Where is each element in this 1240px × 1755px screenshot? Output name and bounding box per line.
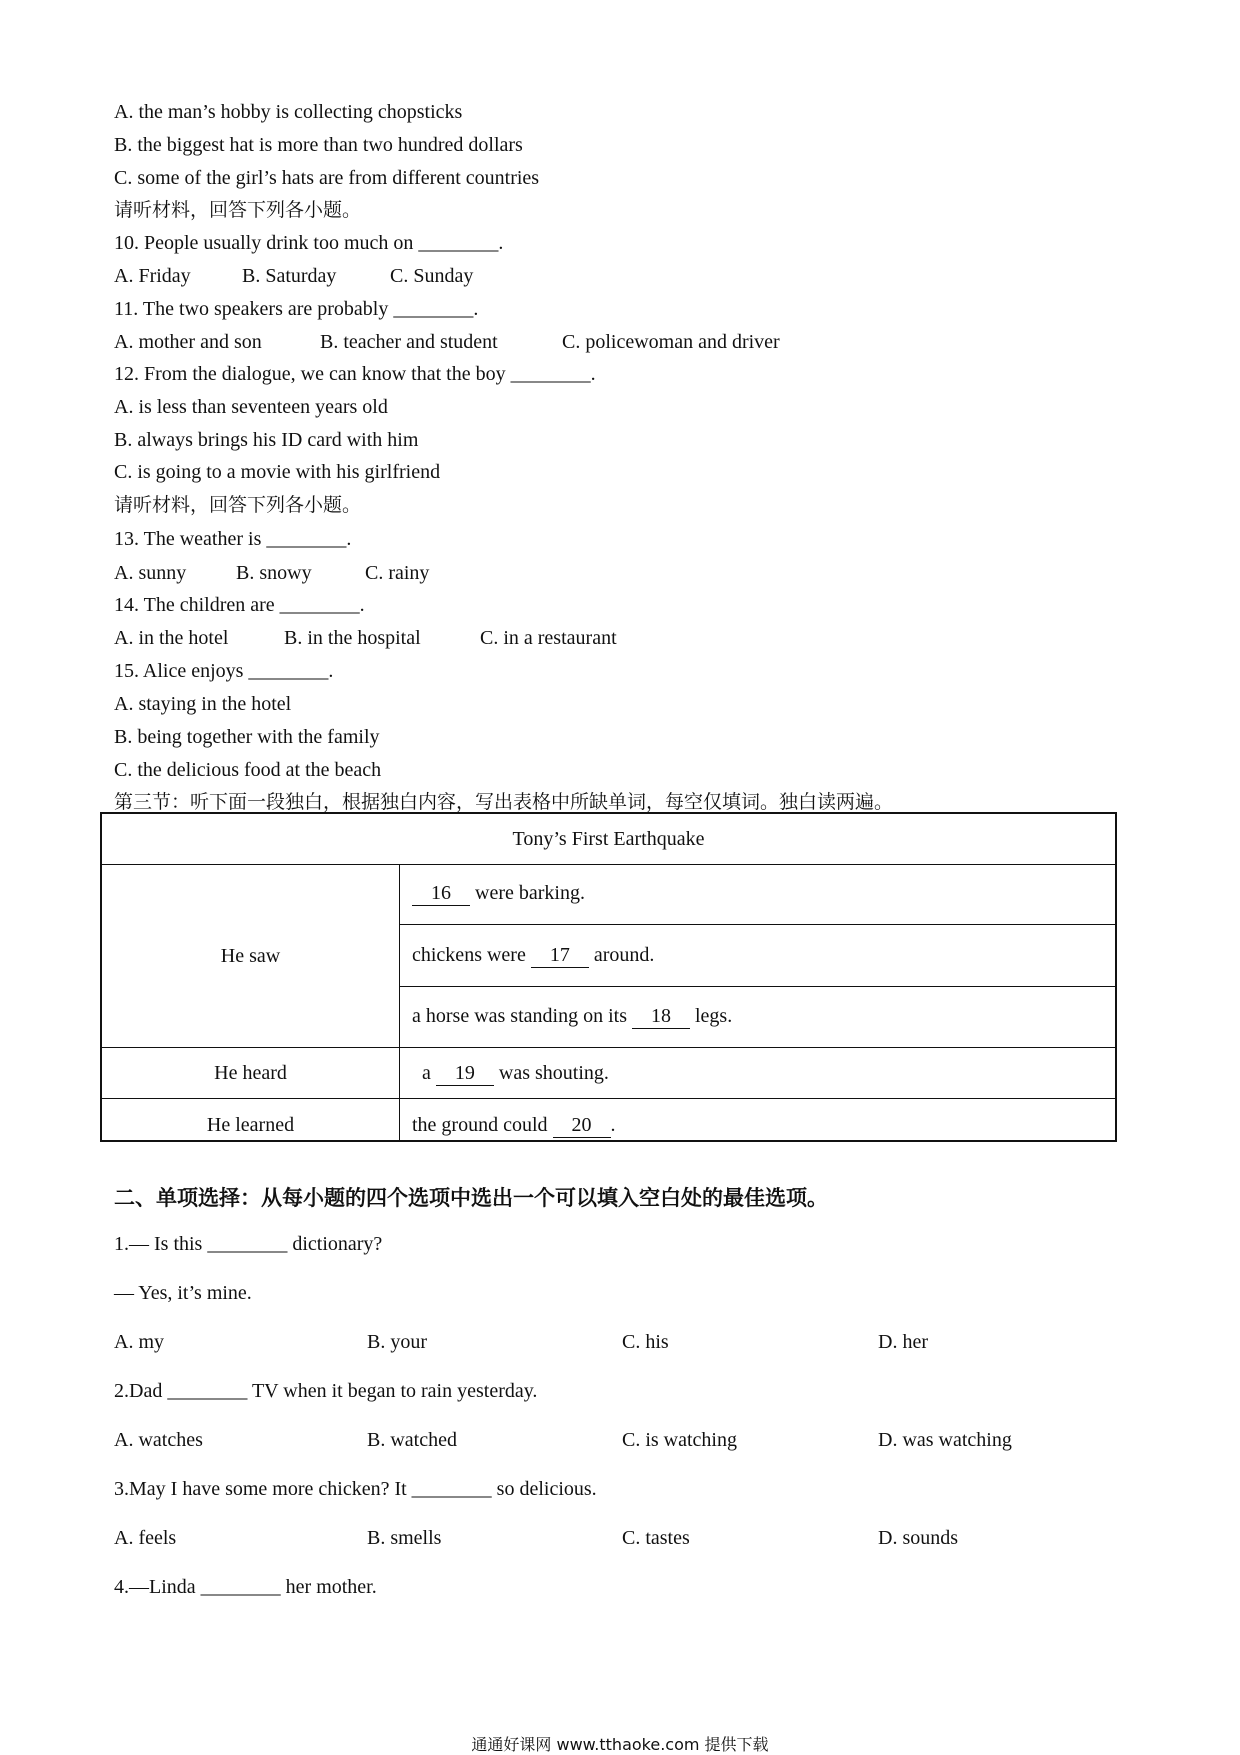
question-15: 15. Alice enjoys ________. — [114, 660, 334, 682]
table-rule — [102, 1047, 1115, 1048]
q14-option-b: B. in the hospital — [284, 627, 421, 649]
table-rule — [102, 1098, 1115, 1099]
question-13: 13. The weather is ________. — [114, 528, 352, 550]
q11-option-c: C. policewoman and driver — [562, 331, 780, 353]
row-label-heard: He heard — [214, 1062, 287, 1084]
answer-blank[interactable]: 16 — [412, 881, 470, 906]
q2-option-c: C. is watching — [622, 1429, 737, 1451]
q13-option-c: C. rainy — [365, 562, 430, 584]
table-cell-18: a horse was standing on its 18 legs. — [412, 1005, 733, 1027]
mc-question-2: 2.Dad ________ TV when it began to rain yesterday. — [114, 1380, 538, 1402]
page-footer: 通通好课网 www.tthaoke.com 提供下载 — [471, 1735, 769, 1754]
q3-option-b: B. smells — [367, 1527, 442, 1549]
answer-blank[interactable]: 18 — [632, 1004, 690, 1029]
q9-option-c: C. some of the girl’s hats are from different countries — [114, 167, 540, 189]
q10-option-c: C. Sunday — [390, 265, 474, 287]
table-cell-16: 16 were barking. — [412, 881, 585, 906]
table-cell-17: chickens were 17 around. — [412, 944, 655, 966]
q15-option-a: A. staying in the hotel — [114, 693, 292, 715]
q2-option-a: A. watches — [114, 1429, 203, 1451]
answer-blank[interactable]: 20 — [553, 1113, 611, 1138]
question-11: 11. The two speakers are probably ________. — [114, 298, 479, 320]
mc-question-1: 1.— Is this ________ dictionary? — [114, 1233, 383, 1255]
q1-option-a: A. my — [114, 1331, 164, 1353]
table-rule — [102, 864, 1115, 865]
table-rule — [399, 924, 1115, 925]
question-14: 14. The children are ________. — [114, 594, 365, 616]
table-cell-20: the ground could 20 . — [412, 1114, 616, 1136]
section3-heading: 第三节：听下面一段独白，根据独白内容，写出表格中所缺单词，每空仅填词。独白读两遍。 — [114, 791, 894, 813]
q1-option-d: D. her — [878, 1331, 928, 1353]
q15-option-b: B. being together with the family — [114, 726, 380, 748]
part2-heading: 二、单项选择：从每小题的四个选项中选出一个可以填入空白处的最佳选项。 — [114, 1186, 828, 1210]
q3-option-c: C. tastes — [622, 1527, 690, 1549]
row-label-learned: He learned — [206, 1114, 295, 1136]
q3-option-a: A. feels — [114, 1527, 177, 1549]
row-label-saw: He saw — [220, 945, 281, 967]
q12-option-a: A. is less than seventeen years old — [114, 396, 388, 418]
mc-question-1-reply: — Yes, it’s mine. — [114, 1282, 252, 1304]
q14-option-a: A. in the hotel — [114, 627, 229, 649]
table-title: Tony’s First Earthquake — [512, 828, 705, 850]
q9-option-a: A. the man’s hobby is collecting chopsticks — [114, 101, 463, 123]
q13-option-b: B. snowy — [236, 562, 312, 584]
listening-instruction: 请听材料，回答下列各小题。 — [114, 494, 362, 516]
answer-blank[interactable]: 19 — [436, 1061, 494, 1086]
q11-option-a: A. mother and son — [114, 331, 262, 353]
q2-option-d: D. was watching — [878, 1429, 1012, 1451]
earthquake-table — [100, 812, 1117, 1142]
q1-option-b: B. your — [367, 1331, 427, 1353]
answer-blank[interactable]: 17 — [531, 943, 589, 968]
q11-option-b: B. teacher and student — [320, 331, 498, 353]
q12-option-c: C. is going to a movie with his girlfriend — [114, 461, 441, 483]
listening-instruction: 请听材料，回答下列各小题。 — [114, 199, 362, 221]
question-10: 10. People usually drink too much on ________. — [114, 232, 504, 254]
table-cell-19: a 19 was shouting. — [422, 1062, 609, 1084]
q10-option-a: A. Friday — [114, 265, 191, 287]
q2-option-b: B. watched — [367, 1429, 457, 1451]
question-12: 12. From the dialogue, we can know that the boy ________. — [114, 363, 596, 385]
table-rule — [399, 986, 1115, 987]
q15-option-c: C. the delicious food at the beach — [114, 759, 382, 781]
q13-option-a: A. sunny — [114, 562, 187, 584]
q14-option-c: C. in a restaurant — [480, 627, 617, 649]
mc-question-4: 4.—Linda ________ her mother. — [114, 1576, 377, 1598]
q3-option-d: D. sounds — [878, 1527, 959, 1549]
q1-option-c: C. his — [622, 1331, 669, 1353]
q10-option-b: B. Saturday — [242, 265, 337, 287]
q9-option-b: B. the biggest hat is more than two hundred dollars — [114, 134, 523, 156]
q12-option-b: B. always brings his ID card with him — [114, 429, 419, 451]
mc-question-3: 3.May I have some more chicken? It ________ so delicious. — [114, 1478, 597, 1500]
